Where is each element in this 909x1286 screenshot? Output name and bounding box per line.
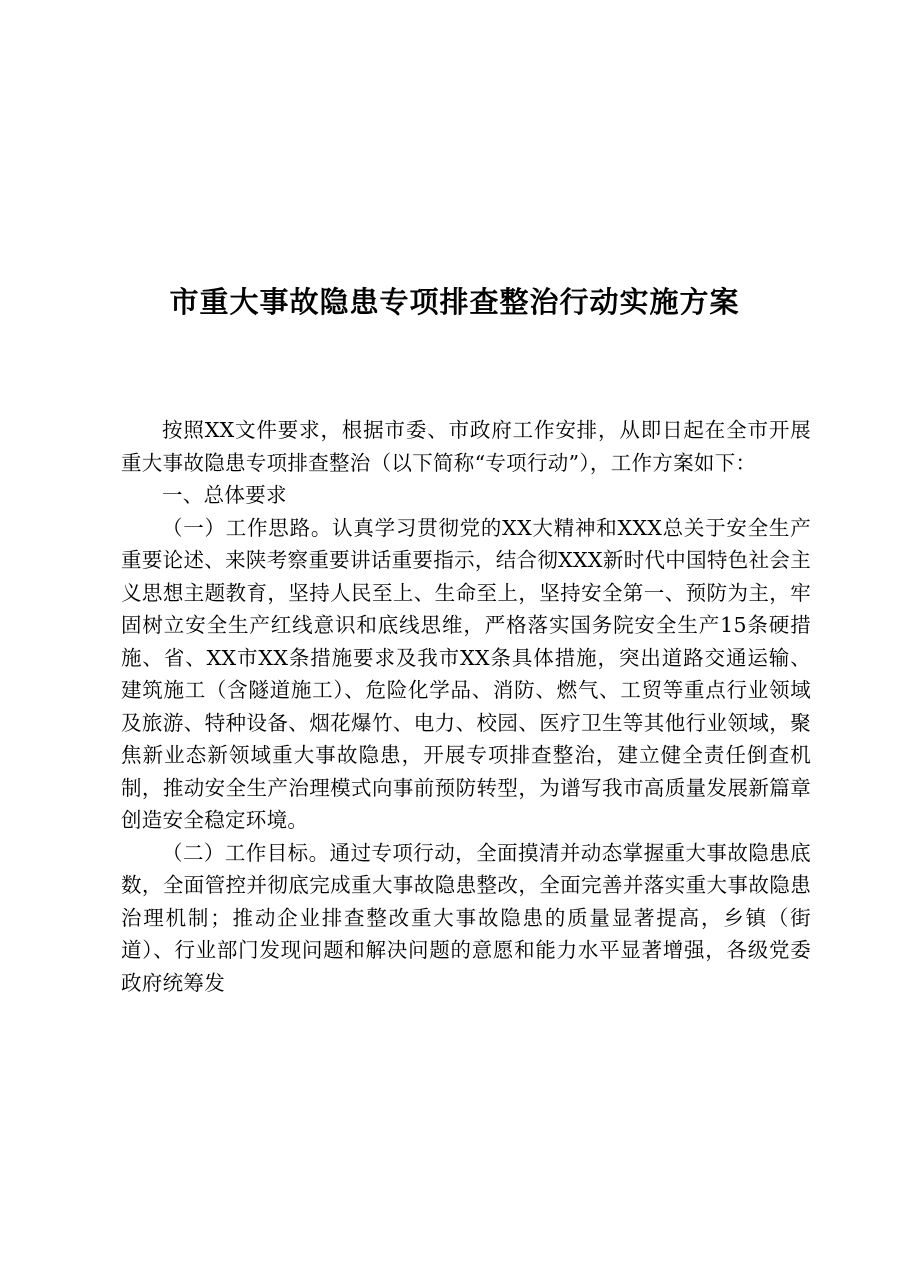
paragraph-work-approach: （一）工作思路。认真学习贯彻党的XX大精神和XXX总关于安全生产重要论述、来陕考察重要讲话重要指示，结合彻XXX新时代中国特色社会主义思想主题教育，坚持人民至上、生命至上，坚持安全第一、预防为主，牢固树立安全生产红线意识和底线思维，严格落实国务院安全生产15条硬措施、省、XX市XX条措施要求及我市XX条具体措施，突出道路交通运输、建筑施工（含隧道施工）、危险化学品、消防、燃气、工贸等重点行业领域及旅游、特种设备、烟花爆竹、电力、校园、医疗卫生等其他行业领域，聚焦新业态新领域重大事故隐患，开展专项排查整治，建立健全责任倒查机制，推动安全生产治理模式向事前预防转型，为谱写我市高质量发展新篇章创造安全稳定环境。 — [121, 515, 811, 832]
paragraph-intro: 按照XX文件要求，根据市委、市政府工作安排，从即日起在全市开展重大事故隐患专项排查整治（以下简称“专项行动”），工作方案如下： — [121, 418, 811, 475]
section-heading-general-requirements: 一、总体要求 — [162, 483, 287, 507]
paragraph-work-goals: （二）工作目标。通过专项行动，全面摸清并动态掌握重大事故隐患底数，全面管控并彻底完成重大事故隐患整改，全面完善并落实重大事故隐患治理机制；推动企业排查整改重大事故隐患的质量显著提高，乡镇（街道）、行业部门发现问题和解决问题的意愿和能力水平显著增强，各级党委政府统筹发 — [121, 840, 811, 995]
document-title: 市重大事故隐患专项排查整治行动实施方案 — [169, 285, 740, 319]
document-body — [121, 414, 811, 999]
